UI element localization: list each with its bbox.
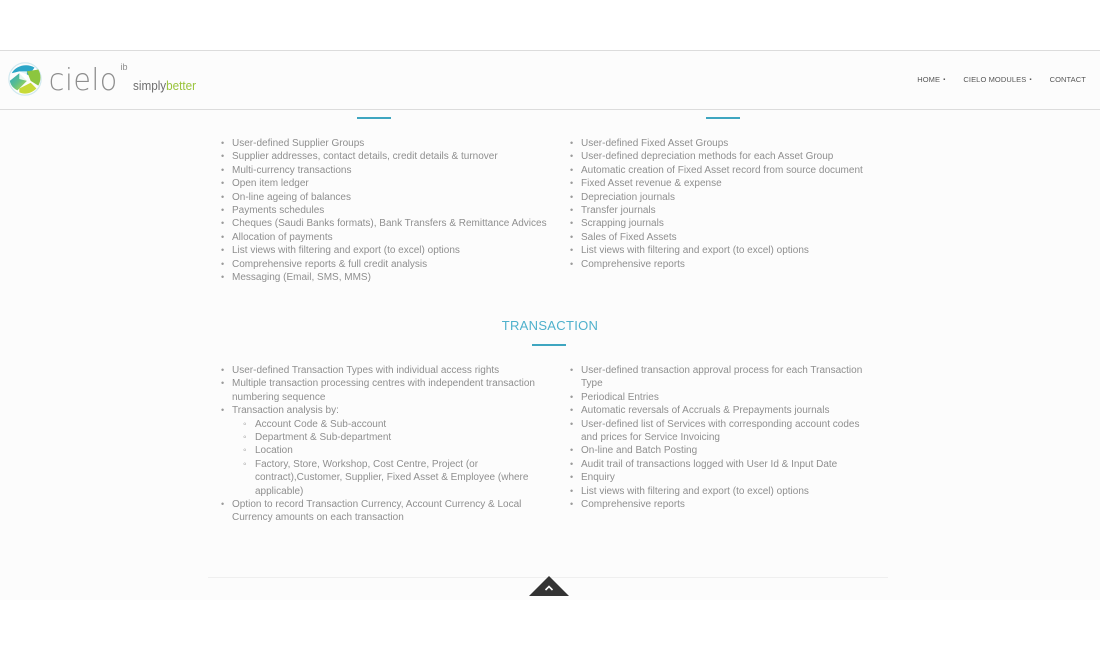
list-item: • Cheques (Saudi Banks formats), Bank Transfers & Remittance Advices [219, 217, 559, 230]
list-item: • Messaging (Email, SMS, MMS) [219, 271, 559, 284]
tagline-simply: simply [132, 78, 166, 93]
list-item: • Open item ledger [219, 177, 559, 190]
list-item: • Transfer journals [568, 204, 898, 217]
list-item: • Transaction analysis by: [219, 404, 539, 417]
tagline-better: better [165, 78, 196, 93]
fixed-assets-list [568, 137, 898, 271]
list-item: • Comprehensive reports [568, 498, 878, 511]
fixed-assets-section [568, 137, 898, 271]
back-to-top-button[interactable] [529, 576, 569, 596]
list-item: • On-line ageing of balances [219, 191, 559, 204]
logo-wordmark: cielo [48, 63, 118, 98]
list-item: • Multi-currency transactions [219, 164, 559, 177]
list-item: • Periodical Entries [568, 391, 878, 404]
nav-home[interactable] [917, 75, 945, 84]
accounts-payable-list [219, 137, 559, 284]
nav-contact-label: CONTACT [1049, 75, 1086, 84]
list-item: • Depreciation journals [568, 191, 898, 204]
list-item: • User-defined list of Services with corresponding account codes and prices for Service Invoicing [568, 418, 878, 445]
nav-cielo-modules[interactable] [963, 75, 1031, 84]
list-item: • Option to record Transaction Currency, Account Currency & Local Currency amounts on each transaction [219, 498, 539, 525]
nav-contact[interactable] [1050, 75, 1086, 84]
list-item: • Fixed Asset revenue & expense [568, 177, 898, 190]
list-item: • Automatic creation of Fixed Asset record from source document [568, 164, 898, 177]
list-item: • Sales of Fixed Assets [568, 231, 898, 244]
list-item: • User-defined depreciation methods for each Asset Group [568, 150, 898, 163]
list-item: • List views with filtering and export (to excel) options [568, 244, 898, 257]
sub-list-item: ◦ Location [219, 444, 539, 457]
list-item: • User-defined transaction approval process for each Transaction Type [568, 364, 878, 391]
list-item: • Scrapping journals [568, 217, 898, 230]
logo-superscript: ib [120, 62, 128, 72]
list-item: • Supplier addresses, contact details, credit details & turnover [219, 150, 559, 163]
list-item: • Multiple transaction processing centres with independent transaction numbering sequence [219, 377, 539, 404]
transaction-left-section [219, 364, 539, 525]
list-item: • User-defined Fixed Asset Groups [568, 137, 898, 150]
list-item: • List views with filtering and export (to excel) options [568, 485, 878, 498]
sub-list-item: ◦ Department & Sub-department [219, 431, 539, 444]
transaction-right-list [568, 364, 878, 511]
transaction-divider [532, 344, 566, 346]
accounts-payable-section [219, 137, 559, 284]
list-item: • User-defined Supplier Groups [219, 137, 559, 150]
accounts-payable-divider [357, 117, 391, 119]
list-item: • On-line and Batch Posting [568, 444, 878, 457]
transaction-left-list [219, 364, 539, 525]
cielo-logo[interactable] [6, 60, 203, 98]
list-item: • Enquiry [568, 471, 878, 484]
cielo-globe-icon [6, 60, 44, 98]
logo-tagline [133, 78, 196, 93]
site-header [0, 50, 1100, 110]
sub-list-item: ◦ Factory, Store, Workshop, Cost Centre, Project (or contract),Customer, Supplier, Fixed Asset & Employee (where applicable) [219, 458, 539, 498]
main-nav [917, 75, 1086, 84]
list-item: • Audit trail of transactions logged with User Id & Input Date [568, 458, 878, 471]
nav-cielo-modules-label: CIELO MODULES [963, 75, 1027, 84]
dropdown-marker-icon: ▪ [943, 76, 946, 83]
transaction-heading: TRANSACTION [501, 318, 599, 333]
list-item: • Automatic reversals of Accruals & Prepayments journals [568, 404, 878, 417]
list-item: • Comprehensive reports & full credit analysis [219, 258, 559, 271]
list-item: • User-defined Transaction Types with individual access rights [219, 364, 539, 377]
list-item: • Allocation of payments [219, 231, 559, 244]
list-item: • Comprehensive reports [568, 258, 898, 271]
nav-home-label: HOME [917, 75, 941, 84]
list-item: • Payments schedules [219, 204, 559, 217]
fixed-assets-divider [706, 117, 740, 119]
dropdown-marker-icon: ▪ [1029, 76, 1032, 83]
transaction-right-section [568, 364, 878, 511]
sub-list-item: ◦ Account Code & Sub-account [219, 418, 539, 431]
list-item: • List views with filtering and export (to excel) options [219, 244, 559, 257]
